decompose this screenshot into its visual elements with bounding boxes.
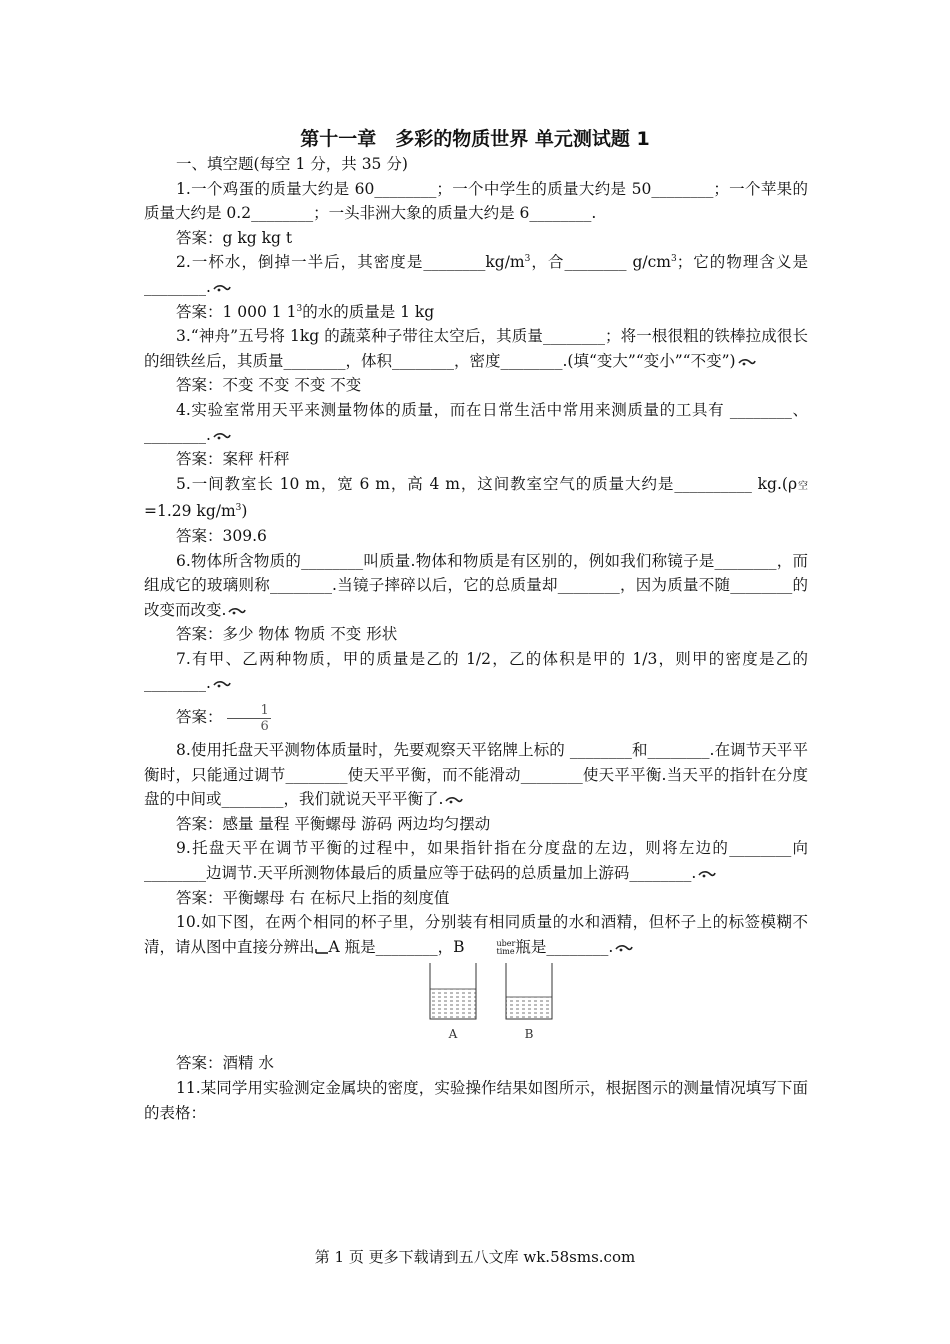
cup-a — [430, 963, 476, 1019]
answer-7: 答案： $\frac{1}{6}$ — [176, 702, 269, 734]
question-3: 3.“神舟”五号将 1kg 的蔬菜种子带往太空后，其质量________；将一根很粗的铁棒拉成很长的细铁丝后，其质量________，体积________，密度________.(填“变大”“变小”“不变”) — [144, 327, 808, 370]
ink-mark-icon — [445, 796, 463, 805]
question-1: 1.一个鸡蛋的质量大约是 60________；一个中学生的质量大约是 50________；一个苹果的质量大约是 0.2________；一头非洲大象的质量大约是 6________. — [144, 179, 808, 223]
ink-mark-icon — [213, 680, 231, 689]
question-11: 11.某同学用实验测定金属块的密度，实验操作结果如图所示，根据图示的测量情况填写下面的表格： — [144, 1079, 808, 1122]
answer-10: 答案：酒精 水 — [176, 1054, 274, 1073]
question-2: 2.一杯水，倒掉一半后，其密度是$\_\_\_\_\_\_\_\_kg/m^3$，合________ $g/cm^3$；它的物理含义是________. — [144, 253, 808, 296]
ink-mark-icon — [615, 944, 633, 953]
cups-figure — [144, 959, 808, 1051]
question-7: 7.有甲、乙两种物质，甲的质量是乙的 1/2，乙的体积是甲的 1/3，则甲的密度是乙的________. — [144, 649, 808, 693]
section-heading: 一、填空题(每空 1 分，共 35 分) — [176, 155, 408, 173]
answer-6: 答案：多少 物体 物质 不变 形状 — [176, 625, 398, 644]
question-10: 10.如下图，在两个相同的杯子里，分别装有相同质量的水和酒精，但杯子上的标签模糊不清，请从图中直接分辨出 A 瓶是________，B uber time 瓶是________. — [144, 913, 808, 956]
ink-mark-icon — [228, 607, 246, 616]
answer-3: 答案：不变 不变 不变 不变 — [176, 376, 362, 395]
question-8: 8.使用托盘天平测物体质量时，先要观察天平铭牌上标的 ________和________.在调节天平平衡时，只能通过调节________使天平平衡，而不能滑动________使天平平衡.当天平的指针在分度盘的中间或________，我们就说天平平衡了. — [144, 741, 808, 809]
page-title: 第十一章 多彩的物质世界 单元测试题 1 — [300, 128, 650, 150]
ink-mark-icon — [698, 870, 716, 879]
overlay-artifact: uber time — [496, 938, 516, 956]
corner-mark-icon — [315, 944, 329, 954]
answer-2: 答案：1 000 1 $1^3$的水的质量是 1 kg — [176, 302, 435, 321]
cup-a-label: A — [448, 1027, 458, 1042]
question-9: 9.托盘天平在调节平衡的过程中，如果指针指在分度盘的左边，则将左边的________向________边调节.天平所测物体最后的质量应等于砝码的总质量加上游码________. — [144, 839, 808, 883]
page-footer: 第 1 页 更多下载请到五八文库 wk.58sms.com — [314, 1248, 636, 1266]
cups-diagram — [144, 959, 808, 1051]
answer-9: 答案：平衡螺母 右 在标尺上指的刻度值 — [176, 888, 450, 907]
question-6: 6.物体所含物质的________叫质量.物体和物质是有区别的，例如我们称镜子是________，而组成它的玻璃则称________.当镜子摔碎以后，它的总质量却________，因为质量不随________的改变而改变. — [144, 551, 808, 619]
answer-1: 答案：g kg kg t — [176, 228, 293, 247]
question-list — [144, 152, 808, 1125]
answer-4: 答案：案秤 杆秤 — [176, 450, 290, 469]
cup-b — [506, 963, 552, 1019]
question-4: 4.实验室常用天平来测量物体的质量，而在日常生活中常用来测质量的工具有 ________、________. — [144, 400, 808, 444]
cup-b-label: B — [524, 1027, 534, 1042]
answer-8: 答案：感量 量程 平衡螺母 游码 两边均匀摆动 — [176, 814, 491, 833]
ink-mark-icon — [213, 284, 231, 293]
question-5: 5.一间教室长 10 m，宽 6 m，高 4 m，这间教室空气的质量大约是__________ kg.(ρ空=1.29 $kg/m^3$) — [144, 474, 808, 521]
answer-5: 答案：309.6 — [176, 526, 267, 545]
ink-mark-icon — [213, 432, 231, 441]
fraction: $\frac{1}{6}$ — [227, 703, 271, 734]
ink-mark-icon — [738, 358, 756, 367]
